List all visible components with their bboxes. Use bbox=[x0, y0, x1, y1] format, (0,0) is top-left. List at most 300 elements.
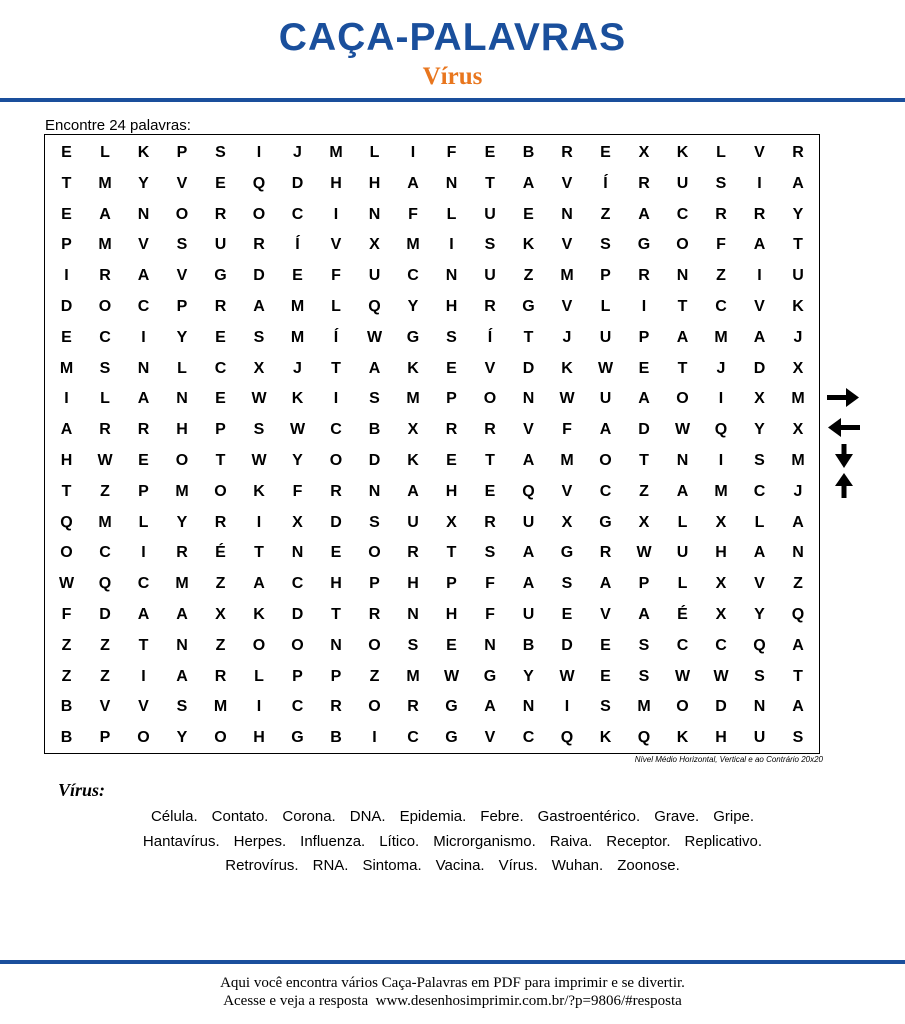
grid-letter: V bbox=[754, 575, 765, 593]
grid-letter: Y bbox=[792, 205, 804, 223]
grid-letter: A bbox=[176, 606, 188, 623]
grid-letter: K bbox=[291, 390, 304, 408]
arrow-left-icon bbox=[828, 418, 860, 437]
grid-letter: V bbox=[561, 236, 573, 254]
grid-letter: A bbox=[522, 452, 535, 469]
grid-letter: C bbox=[330, 421, 342, 439]
grid-letter: I bbox=[64, 390, 69, 408]
grid-letter: R bbox=[445, 421, 458, 439]
arrow-down-icon bbox=[835, 444, 853, 468]
grid-letter: Z bbox=[793, 575, 803, 593]
grid-letter: A bbox=[753, 236, 766, 254]
grid-letter: M bbox=[406, 390, 420, 408]
grid-letter: L bbox=[331, 298, 341, 315]
grid-letter: A bbox=[676, 328, 689, 346]
grid-letter: J bbox=[293, 359, 302, 377]
grid-letter: A bbox=[99, 205, 111, 223]
grid-letter: R bbox=[176, 544, 188, 562]
word-list-item: Vírus. bbox=[498, 857, 538, 874]
grid-letter: R bbox=[253, 236, 265, 254]
grid-letter: U bbox=[676, 544, 689, 562]
grid-letter: I bbox=[372, 729, 377, 747]
grid-letter: W bbox=[674, 421, 691, 439]
grid-letter: Y bbox=[176, 513, 188, 531]
grid-letter: Z bbox=[369, 667, 380, 685]
grid-letter: X bbox=[215, 606, 226, 623]
grid-letter: D bbox=[291, 606, 304, 623]
word-list-line-3 bbox=[0, 857, 905, 874]
grid-letter: M bbox=[98, 236, 112, 254]
grid-letter: M bbox=[714, 482, 728, 500]
grid-letter: A bbox=[176, 667, 188, 685]
grid-letter: I bbox=[256, 698, 262, 716]
grid-letter: O bbox=[676, 236, 689, 254]
grid-letter: Z bbox=[61, 667, 72, 685]
grid-letter: U bbox=[214, 236, 227, 254]
grid-letter: B bbox=[60, 698, 73, 716]
grid-letter: A bbox=[792, 636, 804, 654]
grid-letter: Y bbox=[523, 667, 534, 685]
grid-letter: C bbox=[137, 298, 150, 315]
grid-letter: P bbox=[369, 575, 380, 593]
grid-letter: C bbox=[214, 359, 227, 377]
grid-letter: F bbox=[331, 267, 341, 285]
grid-letter: R bbox=[368, 606, 381, 623]
word-list-line-2 bbox=[0, 833, 905, 850]
grid-letter: E bbox=[638, 359, 650, 377]
grid-letter: K bbox=[599, 729, 612, 747]
grid-letter: W bbox=[251, 452, 267, 469]
grid-letter: Í bbox=[487, 328, 493, 346]
grid-letter: Y bbox=[754, 421, 765, 439]
grid-letter: H bbox=[330, 575, 342, 593]
grid-letter: U bbox=[522, 513, 535, 531]
grid-letter: M bbox=[290, 298, 305, 315]
grid-letter: Q bbox=[368, 298, 381, 315]
grid-letter: A bbox=[753, 328, 766, 346]
grid-letter: N bbox=[291, 544, 304, 562]
word-list-item: Receptor. bbox=[606, 833, 671, 850]
grid-letter: V bbox=[754, 298, 765, 315]
grid-letter: J bbox=[793, 328, 803, 346]
grid-letter: F bbox=[408, 205, 418, 223]
grid-letter: W bbox=[443, 667, 460, 685]
grid-letter: O bbox=[329, 452, 343, 469]
grid-letter: X bbox=[638, 144, 650, 161]
grid-letter: G bbox=[637, 236, 651, 254]
grid-letter: X bbox=[292, 513, 303, 531]
grid-letter: N bbox=[522, 390, 535, 408]
grid-letter: E bbox=[61, 328, 72, 346]
grid-letter: R bbox=[330, 482, 342, 500]
grid-letter: P bbox=[99, 729, 111, 747]
grid-letter: U bbox=[792, 267, 804, 285]
footer-divider bbox=[0, 960, 905, 964]
grid-letter: Í bbox=[295, 236, 300, 254]
grid-letter: O bbox=[60, 544, 73, 562]
grid-letter: K bbox=[407, 359, 419, 377]
grid-letter: E bbox=[446, 359, 457, 377]
grid-letter: B bbox=[522, 636, 535, 654]
word-list-title: Vírus: bbox=[58, 780, 106, 800]
grid-letter: N bbox=[445, 174, 458, 192]
grid-letter: G bbox=[522, 298, 535, 315]
grid-letter: A bbox=[792, 513, 804, 531]
grid-letter: D bbox=[561, 636, 573, 654]
grid-letter: S bbox=[253, 421, 265, 439]
grid-letter: I bbox=[718, 390, 724, 408]
grid-letter: R bbox=[214, 513, 227, 531]
grid-letter: É bbox=[215, 544, 226, 562]
grid-letter: I bbox=[141, 667, 146, 685]
word-list-item: Corona. bbox=[282, 808, 336, 825]
grid-letter: I bbox=[333, 205, 339, 223]
grid-letter: S bbox=[369, 390, 380, 408]
grid-letter: N bbox=[561, 205, 573, 223]
grid-letter: Q bbox=[522, 482, 535, 500]
grid-letter: J bbox=[293, 144, 302, 161]
grid-letter: A bbox=[599, 575, 612, 593]
word-list-item: Raiva. bbox=[549, 833, 593, 850]
grid-letter: R bbox=[561, 144, 573, 161]
grid-letter: R bbox=[715, 205, 727, 223]
grid-letter: O bbox=[368, 544, 381, 562]
grid-letter: I bbox=[141, 328, 146, 346]
word-list-item: Retrovírus. bbox=[225, 857, 299, 874]
grid-letter: U bbox=[407, 513, 419, 531]
grid-letter: W bbox=[97, 452, 113, 469]
grid-letter: X bbox=[792, 359, 804, 377]
grid-letter: L bbox=[600, 298, 611, 315]
grid-letter: L bbox=[677, 513, 688, 531]
grid-letter: R bbox=[599, 544, 612, 562]
grid-letter: C bbox=[599, 482, 612, 500]
grid-letter: P bbox=[638, 328, 650, 346]
word-list-item: Contato. bbox=[211, 808, 269, 825]
grid-letter: C bbox=[676, 205, 689, 223]
grid-letter: L bbox=[100, 390, 110, 408]
grid-letter: S bbox=[99, 359, 111, 377]
grid-letter: W bbox=[636, 544, 652, 562]
grid-letter: M bbox=[560, 267, 574, 285]
word-list-item: Replicativo. bbox=[684, 833, 763, 850]
grid-letter: E bbox=[61, 205, 72, 223]
grid-letter: E bbox=[484, 482, 496, 500]
grid-letter: F bbox=[485, 575, 495, 593]
grid-letter: C bbox=[715, 636, 727, 654]
grid-letter: X bbox=[369, 236, 380, 254]
grid-letter: S bbox=[484, 236, 496, 254]
grid-letter: K bbox=[561, 359, 573, 377]
grid-letter: C bbox=[99, 544, 111, 562]
grid-letter: Q bbox=[753, 636, 766, 654]
grid-letter: U bbox=[599, 390, 612, 408]
word-list-item: Sintoma. bbox=[362, 857, 422, 874]
grid-letter: T bbox=[61, 482, 72, 500]
direction-arrows bbox=[826, 387, 862, 499]
grid-letter: J bbox=[716, 359, 726, 377]
grid-letter: S bbox=[561, 575, 573, 593]
grid-letter: C bbox=[407, 267, 419, 285]
grid-letter: P bbox=[638, 575, 650, 593]
grid-letter: W bbox=[559, 667, 575, 685]
grid-letter: C bbox=[99, 328, 111, 346]
grid-letter: E bbox=[446, 452, 457, 469]
grid-letter: L bbox=[716, 144, 726, 161]
grid-letter: K bbox=[407, 452, 419, 469]
grid-letter: S bbox=[407, 636, 419, 654]
grid-letter: R bbox=[214, 667, 227, 685]
grid-letter: V bbox=[138, 236, 149, 254]
grid-letter: S bbox=[638, 667, 650, 685]
grid-letter: X bbox=[638, 513, 650, 531]
grid-letter: R bbox=[407, 698, 419, 716]
grid-letter: C bbox=[407, 729, 419, 747]
word-list-item: Gastroentérico. bbox=[537, 808, 641, 825]
grid-letter: X bbox=[792, 421, 804, 439]
grid-letter: A bbox=[599, 421, 612, 439]
grid-letter: L bbox=[677, 575, 688, 593]
grid-letter: X bbox=[253, 359, 265, 377]
grid-letter: V bbox=[176, 174, 188, 192]
grid-letter: A bbox=[253, 575, 265, 593]
footer-line-2: Acesse e veja a resposta www.desenhosimprimir.com.br/?p=9806/#resposta bbox=[223, 993, 682, 1009]
grid-letter: N bbox=[176, 636, 188, 654]
grid-letter: A bbox=[522, 544, 535, 562]
grid-letter: V bbox=[330, 236, 342, 254]
grid-letter: A bbox=[407, 174, 419, 192]
grid-letter: S bbox=[754, 452, 765, 469]
grid-letter: P bbox=[176, 144, 188, 161]
grid-letter: N bbox=[368, 482, 381, 500]
grid-letter: A bbox=[522, 174, 535, 192]
grid-letter: R bbox=[214, 205, 227, 223]
grid-letter: C bbox=[715, 298, 727, 315]
grid-letter: Q bbox=[714, 421, 728, 439]
grid-letter: C bbox=[137, 575, 150, 593]
grid-letter: R bbox=[638, 174, 650, 192]
grid-letter: I bbox=[564, 698, 570, 716]
grid-letter: O bbox=[368, 636, 381, 654]
grid-letter: G bbox=[445, 698, 458, 716]
grid-letter: N bbox=[330, 636, 342, 654]
grid-letter: O bbox=[214, 729, 227, 747]
grid-letter: I bbox=[410, 144, 416, 161]
word-list-item: Influenza. bbox=[300, 833, 366, 850]
grid-letter: A bbox=[753, 544, 766, 562]
word-list-item: Zoonose. bbox=[617, 857, 680, 874]
grid-letter: W bbox=[366, 328, 383, 346]
word-search-grid bbox=[44, 134, 820, 754]
grid-letter: G bbox=[291, 729, 304, 747]
grid-letter: E bbox=[484, 144, 496, 161]
grid-letter: T bbox=[485, 452, 495, 469]
grid-letter: T bbox=[793, 236, 803, 254]
grid-letter: R bbox=[137, 421, 150, 439]
grid-letter: E bbox=[215, 174, 226, 192]
grid-letter: V bbox=[600, 606, 611, 623]
grid-letter: M bbox=[175, 482, 189, 500]
grid-letter: S bbox=[484, 544, 496, 562]
grid-letter: M bbox=[213, 698, 228, 716]
grid-letter: U bbox=[484, 205, 496, 223]
grid-letter: H bbox=[253, 729, 265, 747]
grid-letter: L bbox=[100, 144, 110, 161]
grid-letter: F bbox=[562, 421, 572, 439]
grid-letter: G bbox=[214, 267, 227, 285]
header-divider bbox=[0, 98, 905, 102]
grid-letter: E bbox=[600, 667, 611, 685]
grid-letter: A bbox=[60, 421, 73, 439]
grid-letter: Í bbox=[603, 174, 608, 192]
grid-letter: B bbox=[330, 729, 342, 747]
grid-letter: O bbox=[137, 729, 150, 747]
grid-letter: N bbox=[445, 267, 458, 285]
grid-letter: S bbox=[176, 236, 188, 254]
grid-letter: X bbox=[715, 513, 727, 531]
word-list-item: Grave. bbox=[654, 808, 700, 825]
page-subtitle: Vírus bbox=[422, 63, 483, 90]
grid-letter: B bbox=[368, 421, 381, 439]
grid-letter: R bbox=[484, 298, 496, 315]
grid-letter: R bbox=[484, 421, 496, 439]
grid-letter: Y bbox=[292, 452, 303, 469]
grid-letter: C bbox=[522, 729, 535, 747]
grid-letter: V bbox=[138, 698, 149, 716]
grid-letter: C bbox=[291, 575, 304, 593]
grid-letter: D bbox=[638, 421, 650, 439]
grid-letter: E bbox=[600, 144, 611, 161]
grid-letter: D bbox=[330, 513, 342, 531]
grid-letter: N bbox=[484, 636, 496, 654]
grid-letter: P bbox=[446, 575, 457, 593]
grid-letter: F bbox=[446, 144, 457, 161]
grid-letter: A bbox=[522, 575, 535, 593]
grid-letter: R bbox=[484, 513, 496, 531]
grid-letter: K bbox=[676, 729, 689, 747]
grid-letter: S bbox=[369, 513, 380, 531]
grid-letter: O bbox=[291, 636, 304, 654]
grid-letter: T bbox=[677, 359, 688, 377]
grid-letter: H bbox=[330, 174, 342, 192]
grid-letter: K bbox=[253, 482, 265, 500]
grid-letter: H bbox=[368, 174, 381, 192]
grid-letter: E bbox=[561, 606, 573, 623]
instruction-text: Encontre 24 palavras: bbox=[45, 117, 191, 134]
grid-letter: O bbox=[676, 698, 689, 716]
grid-letter: P bbox=[600, 267, 611, 285]
grid-letter: E bbox=[292, 267, 303, 285]
grid-letter: R bbox=[792, 144, 804, 161]
grid-letter: L bbox=[369, 144, 380, 161]
grid-letter: R bbox=[99, 421, 111, 439]
grid-letter: V bbox=[523, 421, 534, 439]
grid-letter: T bbox=[215, 452, 226, 469]
grid-letter: S bbox=[215, 144, 226, 161]
grid-letter: G bbox=[560, 544, 574, 562]
grid-letter: I bbox=[64, 267, 69, 285]
grid-letter: F bbox=[716, 236, 726, 254]
word-list-item: Herpes. bbox=[233, 833, 287, 850]
grid-letter: F bbox=[61, 606, 72, 623]
grid-letter: L bbox=[754, 513, 765, 531]
grid-letter: É bbox=[677, 606, 688, 623]
grid-letter: Q bbox=[252, 174, 266, 192]
grid-letter: U bbox=[368, 267, 381, 285]
grid-letter: T bbox=[793, 667, 803, 685]
grid-letter: E bbox=[523, 205, 534, 223]
grid-letter: S bbox=[446, 328, 457, 346]
grid-letter: R bbox=[214, 298, 227, 315]
grid-letter: Z bbox=[100, 636, 110, 654]
grid-letter: L bbox=[177, 359, 187, 377]
grid-letter: E bbox=[330, 544, 342, 562]
grid-letter: V bbox=[754, 144, 765, 161]
grid-letter: K bbox=[792, 298, 804, 315]
word-list-item: Gripe. bbox=[713, 808, 755, 825]
grid-letter: Y bbox=[407, 298, 419, 315]
grid-letter: O bbox=[175, 452, 189, 469]
grid-letter: Q bbox=[560, 729, 574, 747]
grid-letter: T bbox=[61, 174, 72, 192]
grid-letter: N bbox=[753, 698, 766, 716]
grid-letter: V bbox=[561, 174, 573, 192]
grid-letter: U bbox=[753, 729, 766, 747]
grid-letter: I bbox=[641, 298, 647, 315]
grid-letter: A bbox=[638, 606, 650, 623]
grid-letter: R bbox=[407, 544, 419, 562]
grid-letter: W bbox=[674, 667, 691, 685]
grid-letter: E bbox=[446, 636, 457, 654]
grid-letter: A bbox=[137, 390, 150, 408]
grid-letter: H bbox=[445, 298, 458, 315]
grid-letter: N bbox=[522, 698, 535, 716]
grid-letter: X bbox=[561, 513, 573, 531]
grid-letter: P bbox=[292, 667, 303, 685]
grid-letter: D bbox=[715, 698, 727, 716]
grid-letter: Q bbox=[791, 606, 805, 623]
grid-letter: I bbox=[256, 144, 262, 161]
grid-letter: H bbox=[407, 575, 419, 593]
grid-letter: C bbox=[676, 636, 689, 654]
grid-letter: G bbox=[483, 667, 497, 685]
grid-letter: M bbox=[290, 328, 305, 346]
grid-letter: S bbox=[638, 636, 650, 654]
grid-letter: F bbox=[485, 606, 495, 623]
grid-letter: U bbox=[522, 606, 535, 623]
grid-letter: H bbox=[715, 729, 727, 747]
grid-letter: Q bbox=[60, 513, 73, 531]
grid-letter: S bbox=[715, 174, 727, 192]
grid-letter: W bbox=[559, 390, 575, 408]
grid-letter: X bbox=[715, 606, 727, 623]
grid-letter: M bbox=[560, 452, 574, 469]
grid-letter: H bbox=[176, 421, 188, 439]
grid-letter: N bbox=[676, 267, 689, 285]
grid-letter: K bbox=[676, 144, 689, 161]
grid-letter: S bbox=[600, 236, 611, 254]
grid-letter: A bbox=[137, 267, 150, 285]
grid-letter: A bbox=[792, 174, 804, 192]
level-note: Nível Médio Horizontal, Vertical e ao Contrário 20x20 bbox=[634, 755, 823, 764]
grid-letter: P bbox=[61, 236, 72, 254]
grid-letter: Z bbox=[100, 667, 110, 685]
grid-letter: T bbox=[677, 298, 688, 315]
grid-letter: X bbox=[715, 575, 727, 593]
grid-letter: V bbox=[176, 267, 188, 285]
grid-letter: B bbox=[522, 144, 535, 161]
grid-letter: H bbox=[715, 544, 727, 562]
